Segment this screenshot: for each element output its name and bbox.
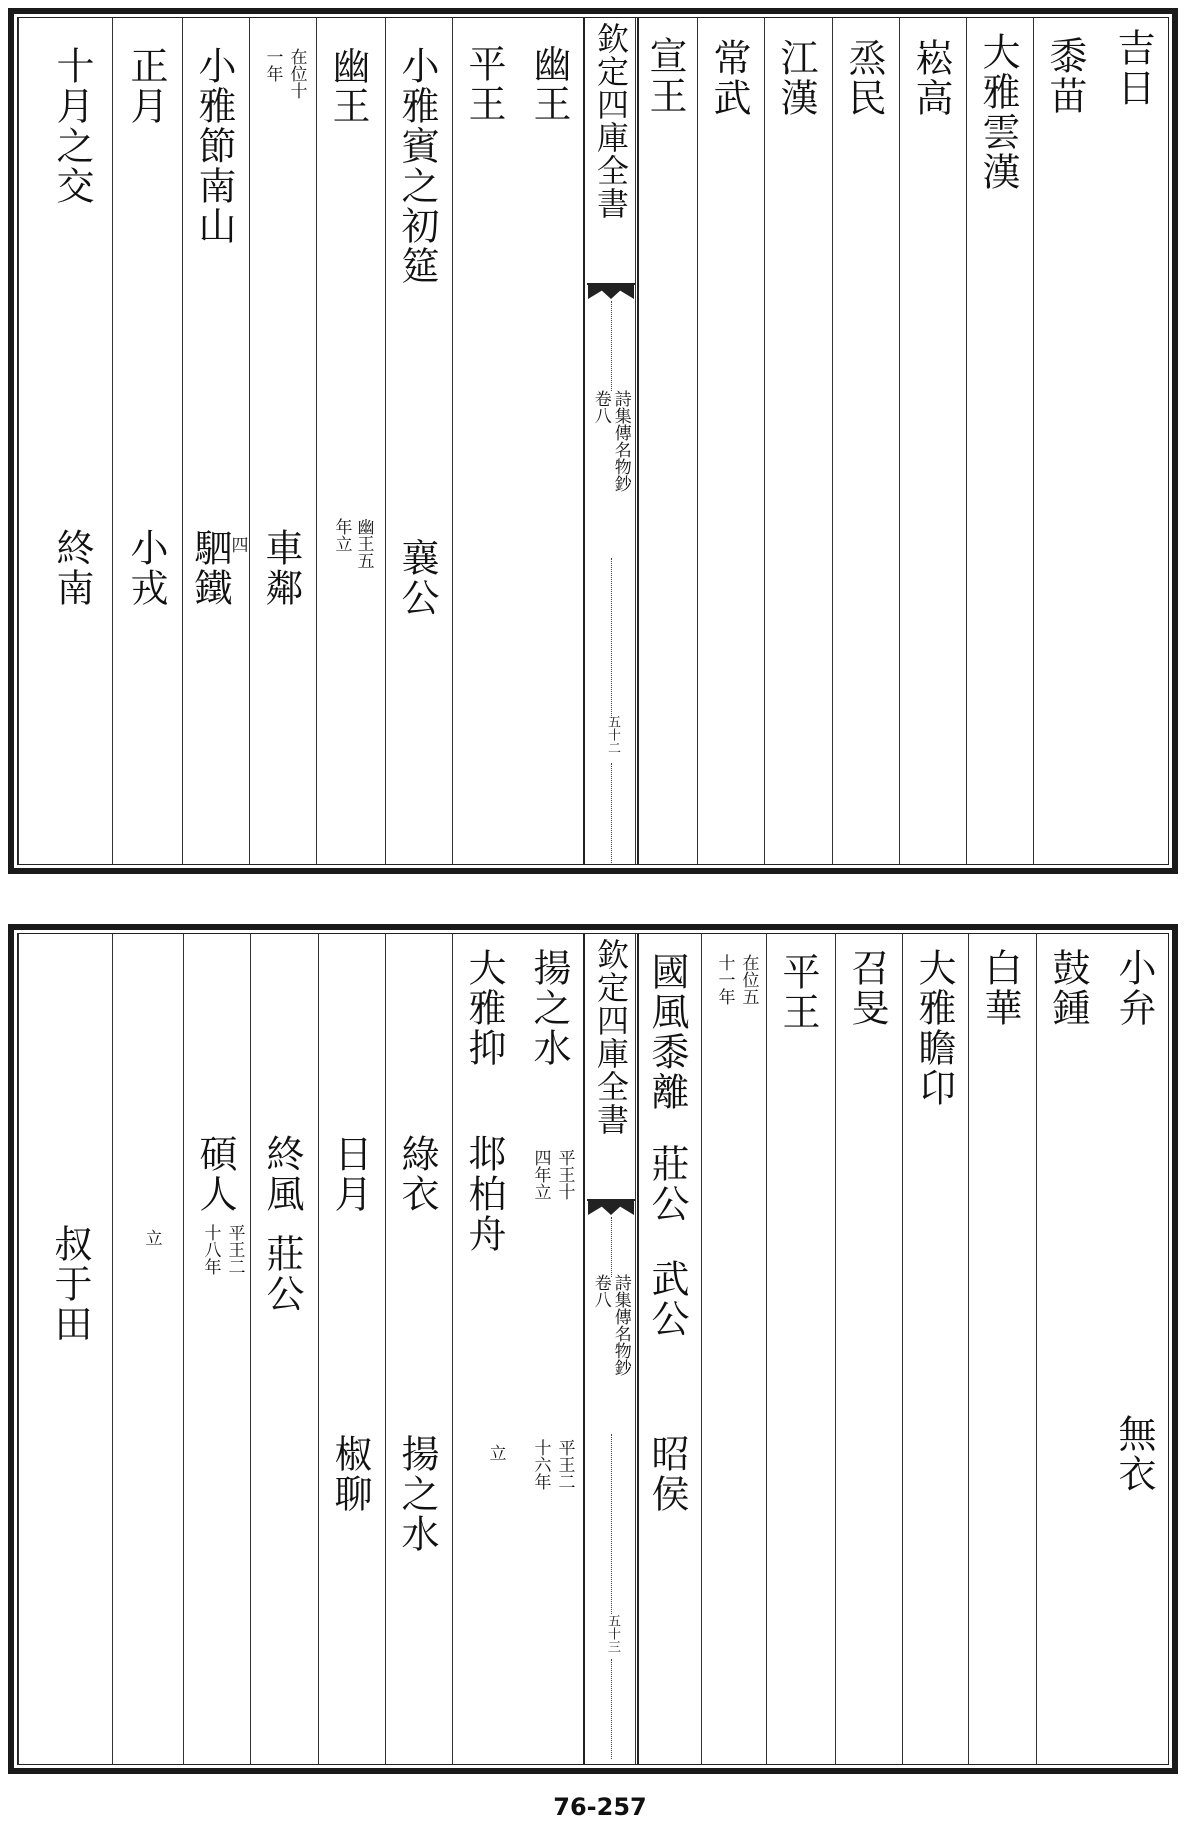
column-text: 白華 (978, 948, 1022, 1028)
column-text: 碩人 (193, 1134, 237, 1214)
bottom-col-2 (1036, 934, 1104, 1764)
top-col-1 (1100, 18, 1166, 864)
column-text: 平王 (776, 952, 820, 1032)
top-col-13 (249, 18, 317, 864)
volume-label: 卷八 (590, 1274, 611, 1308)
column-text: 無衣 (1112, 1414, 1156, 1494)
bottom-col-11 (385, 934, 453, 1764)
fishtail-ornament-icon (588, 1201, 634, 1215)
column-text: 崧高 (909, 38, 953, 118)
column-text: 小弁 (1112, 948, 1156, 1028)
top-col-16 (18, 18, 113, 864)
top-col-15 (112, 18, 183, 864)
column-text: 綠衣 (395, 1134, 439, 1214)
column-text: 莊公 (645, 1144, 689, 1224)
column-text: 鼓鍾 (1046, 948, 1090, 1028)
center-divider (611, 1217, 612, 1277)
annotation-note: 平王十 (554, 1149, 575, 1200)
column-text: 揚之水 (527, 948, 571, 1068)
bottom-col-5 (835, 934, 903, 1764)
column-text: 揚之水 (395, 1434, 439, 1554)
column-text: 昭侯 (645, 1434, 689, 1514)
bottom-col-3 (968, 934, 1037, 1764)
column-text: 宣王 (643, 36, 687, 116)
fishtail-ornament-icon (588, 285, 634, 299)
top-page (8, 8, 1178, 874)
page-number: 76-257 (553, 1793, 647, 1821)
column-text: 日月 (328, 1134, 372, 1214)
column-text: 正月 (124, 46, 168, 126)
bottom-col-1 (1103, 934, 1166, 1764)
top-center-column (583, 18, 639, 864)
column-text: 召旻 (845, 948, 889, 1028)
column-text: 終風 (260, 1134, 304, 1214)
book-series-title: 欽定四庫全書 (592, 938, 630, 1136)
bottom-col-9 (518, 934, 583, 1764)
top-col-4 (899, 18, 967, 864)
column-text: 常武 (707, 38, 751, 118)
book-title: 詩集傳名物鈔 (610, 390, 631, 492)
column-text: 駟鐵 (188, 528, 232, 608)
annotation-note: 十六年 (530, 1439, 551, 1490)
bottom-col-15 (112, 934, 184, 1764)
center-divider (611, 558, 612, 718)
bottom-col-14 (183, 934, 251, 1764)
bottom-page-frame (17, 933, 1169, 1765)
column-text: 幽王 (326, 46, 370, 126)
volume-label: 卷八 (590, 390, 611, 424)
column-text: 國風黍離 (645, 952, 689, 1112)
annotation-note: 在位五 (738, 954, 759, 1005)
bottom-center-title (587, 934, 635, 1201)
column-text: 幽王 (527, 44, 571, 124)
column-text: 江漢 (774, 38, 818, 118)
top-col-8 (635, 18, 698, 864)
book-title: 詩集傳名物鈔 (610, 1274, 631, 1376)
bottom-col-4 (902, 934, 969, 1764)
column-text: 平王 (462, 44, 506, 124)
column-text: 小戎 (124, 528, 168, 608)
column-text: 莊公 (260, 1234, 304, 1314)
bottom-col-12 (318, 934, 386, 1764)
column-text: 小雅賓之初筵 (395, 46, 439, 286)
book-series-title: 欽定四庫全書 (592, 22, 630, 220)
column-text: 終南 (50, 528, 94, 608)
center-divider (611, 1659, 612, 1759)
column-text: 吉日 (1111, 28, 1155, 108)
annotation-note: 在位十 (286, 48, 307, 99)
center-divider (611, 1434, 612, 1614)
bottom-center-column (583, 934, 639, 1764)
top-col-2 (1033, 18, 1101, 864)
top-col-3 (966, 18, 1034, 864)
top-col-7 (697, 18, 765, 864)
column-text: 武公 (645, 1259, 689, 1339)
top-col-10 (452, 18, 519, 864)
top-col-14 (182, 18, 250, 864)
bottom-col-8 (635, 934, 702, 1764)
bottom-col-16 (18, 934, 113, 1764)
bottom-col-10 (452, 934, 519, 1764)
column-text: 車鄰 (259, 528, 303, 608)
top-col-9 (518, 18, 583, 864)
column-text: 烝民 (842, 38, 886, 118)
top-col-12 (316, 18, 386, 864)
folio-number: 五十三 (605, 1614, 620, 1653)
annotation-note: 年立 (331, 518, 352, 552)
annotation-note: 立 (141, 1229, 162, 1246)
annotation-note: 平王二 (224, 1224, 245, 1275)
column-text: 椒聊 (328, 1434, 372, 1514)
annotation-note: 平王二 (554, 1439, 575, 1490)
top-page-frame (17, 17, 1169, 865)
annotation-note: 十一年 (714, 954, 735, 1005)
annotation-note: 四 (227, 536, 248, 553)
annotation-note: 十八年 (200, 1224, 221, 1275)
column-text: 邶柏舟 (462, 1134, 506, 1254)
column-text: 小雅節南山 (192, 46, 236, 246)
column-text: 叔于田 (48, 1224, 92, 1344)
column-text: 大雅雲漢 (976, 32, 1020, 192)
center-divider (611, 763, 612, 863)
column-text: 襄公 (395, 538, 439, 618)
top-col-11 (385, 18, 453, 864)
bottom-col-7 (701, 934, 767, 1764)
column-text: 黍苗 (1043, 36, 1087, 116)
bottom-col-13 (250, 934, 319, 1764)
column-text: 大雅抑 (462, 948, 506, 1068)
column-text: 大雅瞻卬 (912, 948, 956, 1108)
column-text: 十月之交 (50, 46, 94, 206)
annotation-note: 四年立 (530, 1149, 551, 1200)
top-center-title (587, 18, 635, 285)
bottom-col-6 (766, 934, 836, 1764)
annotation-note: 立 (485, 1444, 506, 1461)
top-col-5 (832, 18, 900, 864)
annotation-note: 幽王五 (353, 518, 374, 569)
annotation-note: 一年 (262, 48, 283, 82)
bottom-page (8, 924, 1178, 1774)
top-col-6 (764, 18, 833, 864)
center-divider (611, 301, 612, 391)
folio-number: 五十二 (605, 715, 620, 754)
